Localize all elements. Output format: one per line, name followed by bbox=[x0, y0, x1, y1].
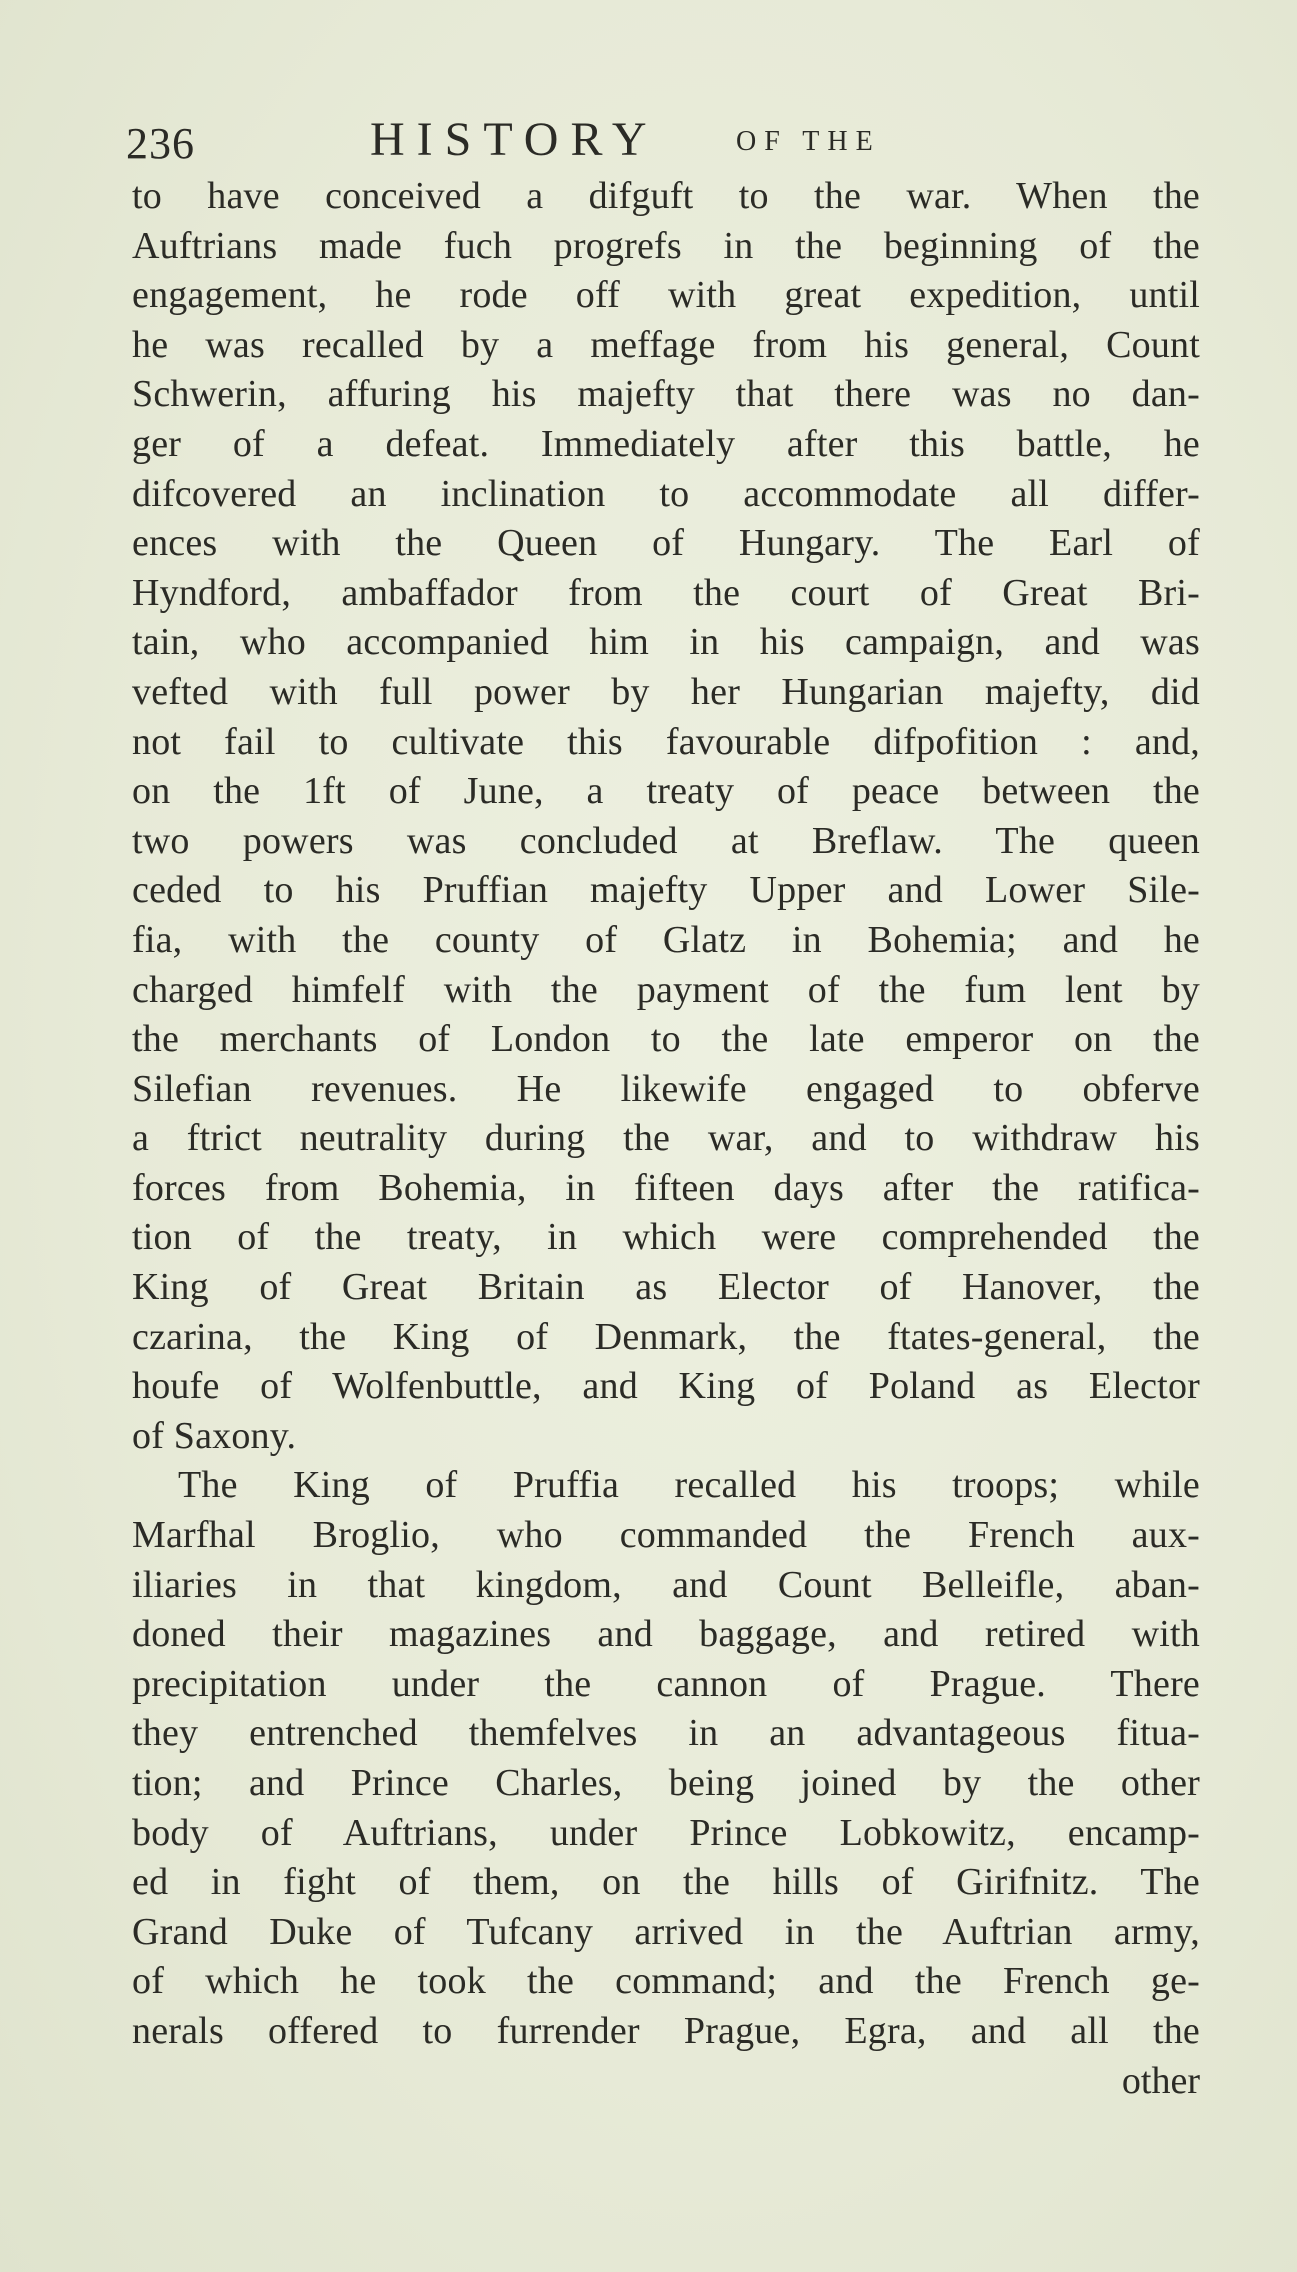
running-head-small-caps: OF THE bbox=[736, 126, 881, 157]
text-line: on the 1ft of June, a treaty of peace between the bbox=[132, 770, 1200, 813]
text-line: of Saxony. bbox=[132, 1414, 297, 1457]
text-line: iliaries in that kingdom, and Count Belleifle, aban- bbox=[132, 1563, 1200, 1606]
text-line: nerals offered to furrender Prague, Egra, and all the bbox=[132, 2009, 1200, 2052]
text-line: difcovered an inclination to accommodate all differ- bbox=[132, 472, 1200, 515]
text-line: a ftrict neutrality during the war, and to withdraw his bbox=[132, 1117, 1200, 1160]
text-line: the merchants of London to the late emperor on the bbox=[132, 1018, 1200, 1061]
text-line: Grand Duke of Tufcany arrived in the Auftrian army, bbox=[132, 1910, 1200, 1953]
paragraph-2 bbox=[132, 1461, 1200, 2056]
text-line: Marfhal Broglio, who commanded the French aux- bbox=[132, 1514, 1200, 1557]
text-line: ger of a defeat. Immediately after this battle, he bbox=[132, 422, 1200, 465]
text-line: Auftrians made fuch progrefs in the beginning of the bbox=[132, 224, 1200, 267]
text-line: czarina, the King of Denmark, the ftates-general, the bbox=[132, 1315, 1200, 1358]
text-line: they entrenched themfelves in an advantageous fitua- bbox=[132, 1712, 1200, 1755]
running-head bbox=[126, 112, 1006, 172]
text-line: of which he took the command; and the French ge- bbox=[132, 1960, 1200, 2003]
text-line: forces from Bohemia, in fifteen days after the ratifica- bbox=[132, 1166, 1200, 1209]
text-line: to have conceived a difguft to the war. When the bbox=[132, 175, 1200, 217]
text-line: ed in fight of them, on the hills of Girifnitz. The bbox=[132, 1861, 1200, 1904]
catchword: other bbox=[1121, 2059, 1200, 2102]
text-line: ceded to his Pruffian majefty Upper and Lower Sile- bbox=[132, 869, 1200, 912]
running-head-title: HISTORY bbox=[370, 113, 659, 166]
paragraph-1 bbox=[132, 172, 1200, 1461]
text-line: ences with the Queen of Hungary. The Earl of bbox=[132, 522, 1200, 565]
text-line: body of Auftrians, under Prince Lobkowitz, encamp- bbox=[132, 1811, 1200, 1854]
text-line: tion; and Prince Charles, being joined by the other bbox=[132, 1762, 1200, 1804]
text-line: Hyndford, ambaffador from the court of Great Bri- bbox=[132, 571, 1200, 614]
text-line: charged himfelf with the payment of the fum lent by bbox=[132, 968, 1200, 1011]
text-line: two powers was concluded at Breflaw. The queen bbox=[132, 819, 1200, 862]
text-line: houfe of Wolfenbuttle, and King of Poland as Elector bbox=[132, 1365, 1200, 1408]
page-number: 236 bbox=[126, 119, 195, 168]
text-line: fia, with the county of Glatz in Bohemia; and he bbox=[132, 918, 1200, 961]
text-line: precipitation under the cannon of Prague. There bbox=[132, 1662, 1200, 1705]
text-line: tain, who accompanied him in his campaign, and was bbox=[132, 621, 1200, 664]
text-line: Silefian revenues. He likewife engaged to obferve bbox=[132, 1067, 1200, 1110]
text-line: he was recalled by a meffage from his general, Count bbox=[132, 323, 1200, 366]
text-line: tion of the treaty, in which were comprehended the bbox=[132, 1216, 1200, 1259]
text-line: King of Great Britain as Elector of Hanover, the bbox=[132, 1266, 1200, 1309]
text-line: Schwerin, affuring his majefty that there was no dan- bbox=[132, 373, 1200, 416]
text-line: vefted with full power by her Hungarian majefty, did bbox=[132, 670, 1200, 713]
body-text bbox=[132, 172, 1200, 2106]
text-line: doned their magazines and baggage, and retired with bbox=[132, 1613, 1200, 1656]
text-line: not fail to cultivate this favourable difpofition : and, bbox=[132, 720, 1200, 763]
text-line: engagement, he rode off with great expedition, until bbox=[132, 274, 1200, 317]
text-line: The King of Pruffia recalled his troops; while bbox=[178, 1464, 1200, 1507]
